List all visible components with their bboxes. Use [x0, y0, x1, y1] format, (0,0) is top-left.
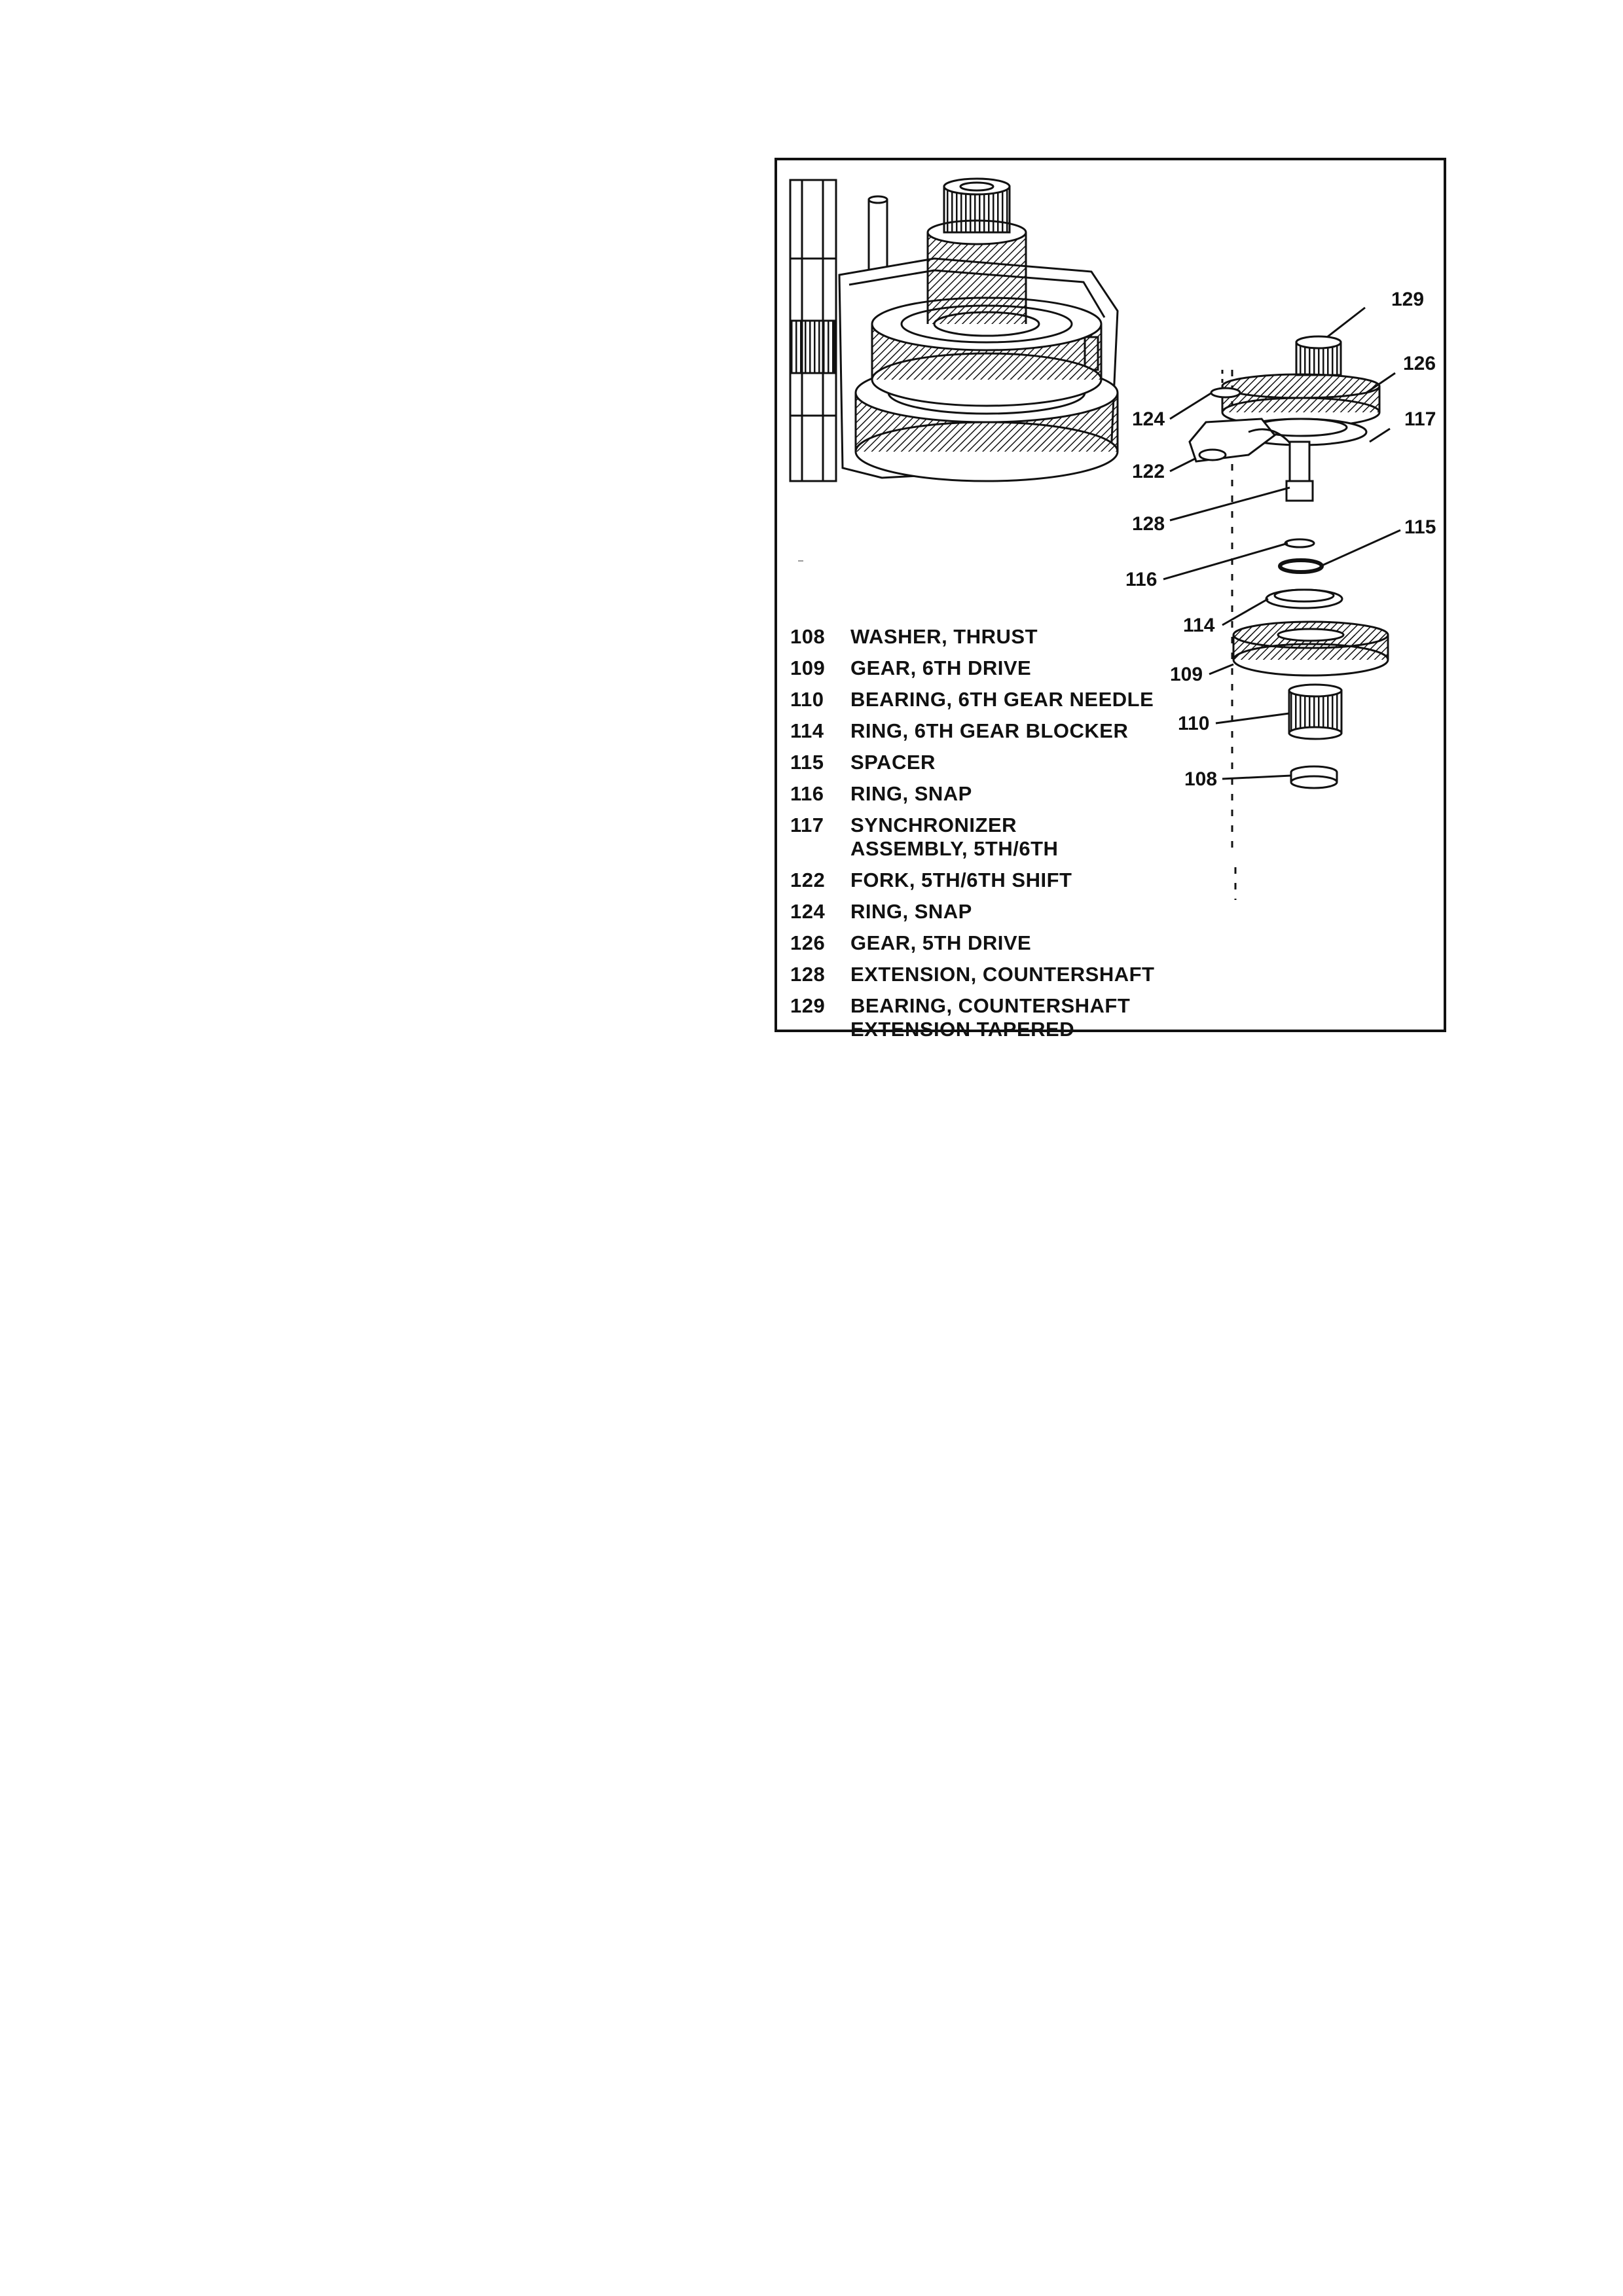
legend-number: 122 — [790, 869, 826, 891]
legend-number: 128 — [790, 963, 826, 986]
legend-row — [790, 719, 1209, 743]
part-124-snap-ring — [1211, 388, 1240, 397]
legend-description: FORK, 5TH/6TH SHIFT — [850, 869, 1072, 891]
parts-legend — [790, 625, 1209, 1049]
callout-117: 117 — [1404, 408, 1436, 430]
legend-row — [790, 994, 1209, 1041]
legend-description: GEAR, 5TH DRIVE — [850, 931, 1032, 954]
exploded-parts — [1190, 336, 1388, 900]
legend-number: 124 — [790, 900, 826, 923]
legend-description: BEARING, 6TH GEAR NEEDLE — [850, 688, 1154, 711]
legend-row — [790, 869, 1209, 892]
callout-114: 114 — [1183, 615, 1215, 636]
callout-116: 116 — [1125, 569, 1158, 590]
legend-row — [790, 656, 1209, 680]
legend-number: 108 — [790, 625, 826, 648]
callout-126: 126 — [1403, 353, 1436, 374]
legend-row — [790, 931, 1209, 955]
legend-description: SPACER — [850, 751, 936, 774]
legend-description: RING, SNAP — [850, 900, 972, 923]
legend-row — [790, 963, 1209, 986]
legend-number: 117 — [790, 814, 824, 836]
legend-row — [790, 814, 1209, 861]
callout-110: 110 — [1178, 713, 1210, 734]
part-110-needle-bearing — [1289, 685, 1341, 739]
callout-109: 109 — [1170, 664, 1203, 685]
part-129-tapered-bearing — [1296, 336, 1341, 375]
legend-number: 110 — [790, 688, 824, 711]
callout-124: 124 — [1132, 408, 1165, 430]
legend-number: 109 — [790, 656, 826, 679]
callout-129: 129 — [1391, 289, 1425, 310]
callout-115: 115 — [1404, 516, 1436, 538]
legend-description: BEARING, COUNTERSHAFT EXTENSION TAPERED — [850, 994, 1131, 1041]
part-114-blocker-ring — [1266, 590, 1342, 608]
part-108-thrust-washer — [1291, 766, 1337, 788]
legend-row — [790, 688, 1209, 711]
legend-number: 116 — [790, 782, 824, 805]
callout-128: 128 — [1132, 513, 1165, 535]
legend-description: GEAR, 6TH DRIVE — [850, 656, 1032, 679]
figure-panel — [775, 158, 1446, 1041]
legend-row — [790, 751, 1209, 774]
legend-number: 114 — [790, 719, 824, 742]
legend-number: 115 — [790, 751, 824, 774]
part-109-6th-drive-gear — [1233, 622, 1388, 675]
part-115-spacer — [1280, 560, 1322, 572]
legend-number: 126 — [790, 931, 826, 954]
transmission-case-illustration — [790, 179, 1118, 481]
legend-description: SYNCHRONIZER ASSEMBLY, 5TH/6TH — [850, 814, 1059, 860]
callout-108: 108 — [1184, 768, 1218, 790]
legend-description: EXTENSION, COUNTERSHAFT — [850, 963, 1155, 986]
part-116-snap-ring — [1285, 539, 1314, 547]
legend-row — [790, 782, 1209, 806]
legend-row — [790, 900, 1209, 924]
legend-row — [790, 625, 1209, 649]
part-128-countershaft-extension — [1286, 442, 1313, 501]
callout-122: 122 — [1132, 461, 1165, 482]
legend-description: RING, 6TH GEAR BLOCKER — [850, 719, 1129, 742]
legend-description: RING, SNAP — [850, 782, 972, 805]
legend-description: WASHER, THRUST — [850, 625, 1038, 648]
legend-number: 129 — [790, 994, 826, 1017]
